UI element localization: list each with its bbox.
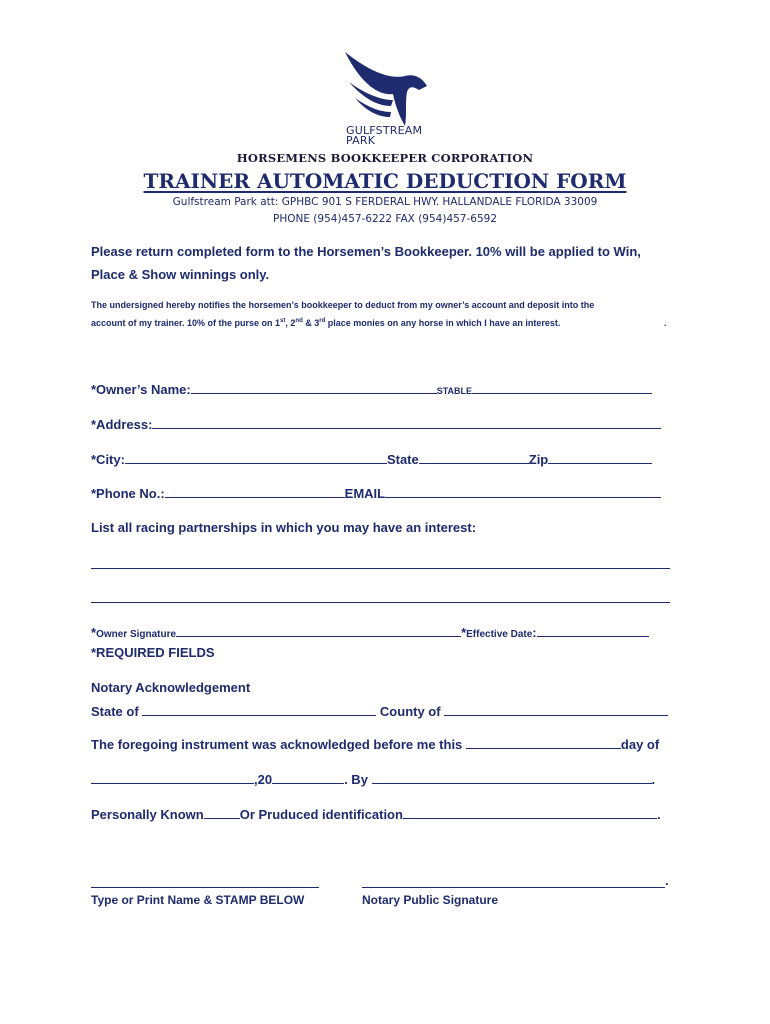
phone-email-row xyxy=(91,485,661,501)
sup-rd: rd xyxy=(319,318,326,324)
zip-input[interactable] xyxy=(548,451,652,464)
partnerships-line-2[interactable] xyxy=(91,602,670,603)
email-input[interactable] xyxy=(385,485,661,498)
personally-known-label: Personally Known xyxy=(91,807,204,822)
logo-text-gulfstream: GULFSTREAM xyxy=(346,124,423,137)
phone-label: *Phone No.: xyxy=(91,486,165,501)
effective-date-label: Effective Date xyxy=(466,629,533,640)
date-by-row xyxy=(91,771,655,787)
corporation-name: HORSEMENS BOOKKEEPER CORPORATION xyxy=(236,151,534,165)
by-label: . By xyxy=(344,772,368,787)
required-fields-note: *REQUIRED FIELDS xyxy=(91,645,215,660)
mailing-address: Gulfstream Park att: GPHBC 901 S FERDERAL HWY. HALLANDALE FLORIDA 33009 xyxy=(172,196,598,208)
sup-nd: nd xyxy=(295,318,303,324)
phone-fax: PHONE (954)457-6222 FAX (954)457-6592 xyxy=(272,213,498,225)
owner-name-label: *Owner’s Name: xyxy=(91,382,191,397)
state-label: State xyxy=(386,452,419,467)
address-input[interactable] xyxy=(152,416,661,429)
notary-county-label: County of xyxy=(379,704,441,719)
notary-heading: Notary Acknowledgement xyxy=(91,680,251,695)
state-input[interactable] xyxy=(419,451,529,464)
instruction-line-1: Please return completed form to the Horsemen’s Bookkeeper. 10% will be applied to Win, xyxy=(91,244,641,259)
city-input[interactable] xyxy=(125,451,387,464)
notary-state-label: State of xyxy=(91,704,139,719)
zip-label: Zip xyxy=(528,452,549,467)
instruction-line-2: Place & Show winnings only. xyxy=(91,267,270,282)
identification-row xyxy=(91,806,661,822)
owner-signature-label: Owner Signature xyxy=(96,629,177,640)
gulfstream-park-logo xyxy=(335,46,435,133)
address-row xyxy=(91,416,661,432)
effective-date-input[interactable] xyxy=(537,624,649,637)
owner-signature-star: * xyxy=(91,625,97,640)
notice-text-a: account of my trainer. 10% of the purse on 1 xyxy=(91,318,281,328)
notary-state-input[interactable] xyxy=(142,703,376,716)
notary-signature-line[interactable] xyxy=(362,887,665,888)
city-state-zip-row xyxy=(91,451,652,467)
notary-signature-label: Notary Public Signature xyxy=(362,893,499,907)
logo-text-park: PARK xyxy=(346,134,376,147)
day-of-label: day of xyxy=(620,737,660,752)
address-label: *Address: xyxy=(91,417,153,432)
effective-date-star: * xyxy=(461,625,467,640)
city-label: *City: xyxy=(91,452,125,467)
foregoing-text: The foregoing instrument was acknowledged before me this xyxy=(91,737,463,752)
notice-line-2 xyxy=(91,318,560,328)
by-input[interactable] xyxy=(372,771,652,784)
partnerships-label: List all racing partnerships in which you may have an interest: xyxy=(91,520,477,535)
notice-sep-1: , 2 xyxy=(285,318,296,328)
print-name-line[interactable] xyxy=(91,887,319,888)
year-input[interactable] xyxy=(272,771,344,784)
owner-signature-input[interactable] xyxy=(176,624,461,637)
id-period: . xyxy=(656,807,661,822)
effective-date-colon: : xyxy=(532,625,537,640)
stable-label: STABLE xyxy=(436,386,473,396)
stable-input[interactable] xyxy=(472,381,652,394)
notice-end-period: . xyxy=(664,318,667,328)
print-name-label: Type or Print Name & STAMP BELOW xyxy=(91,893,305,907)
horse-head-logo-icon xyxy=(335,46,435,128)
phone-input[interactable] xyxy=(165,485,345,498)
by-period: . xyxy=(651,772,656,787)
foregoing-row xyxy=(91,736,659,752)
produced-id-input[interactable] xyxy=(403,806,657,819)
produced-id-label: Or Pruduced identification xyxy=(239,807,403,822)
signature-date-row xyxy=(91,624,649,642)
partnerships-line-1[interactable] xyxy=(91,568,670,569)
owner-name-row xyxy=(91,381,652,397)
owner-name-input[interactable] xyxy=(191,381,437,394)
notice-sep-2: & 3 xyxy=(302,318,320,328)
email-label: EMAIL xyxy=(344,486,386,501)
personally-known-input[interactable] xyxy=(204,806,240,819)
notice-line-1: The undersigned hereby notifies the horsemen’s bookkeeper to deduct from my owner’s account and deposit into the xyxy=(91,300,595,310)
notice-text-b: place monies on any horse in which I have an interest. xyxy=(325,318,561,328)
year-prefix: ,20 xyxy=(254,772,273,787)
notary-county-input[interactable] xyxy=(444,703,668,716)
form-title: TRAINER AUTOMATIC DEDUCTION FORM xyxy=(143,169,627,193)
notary-line-period: . xyxy=(665,873,669,888)
day-input[interactable] xyxy=(466,736,621,749)
month-input[interactable] xyxy=(91,771,254,784)
sup-st: st xyxy=(280,318,286,324)
state-county-row xyxy=(91,703,668,719)
